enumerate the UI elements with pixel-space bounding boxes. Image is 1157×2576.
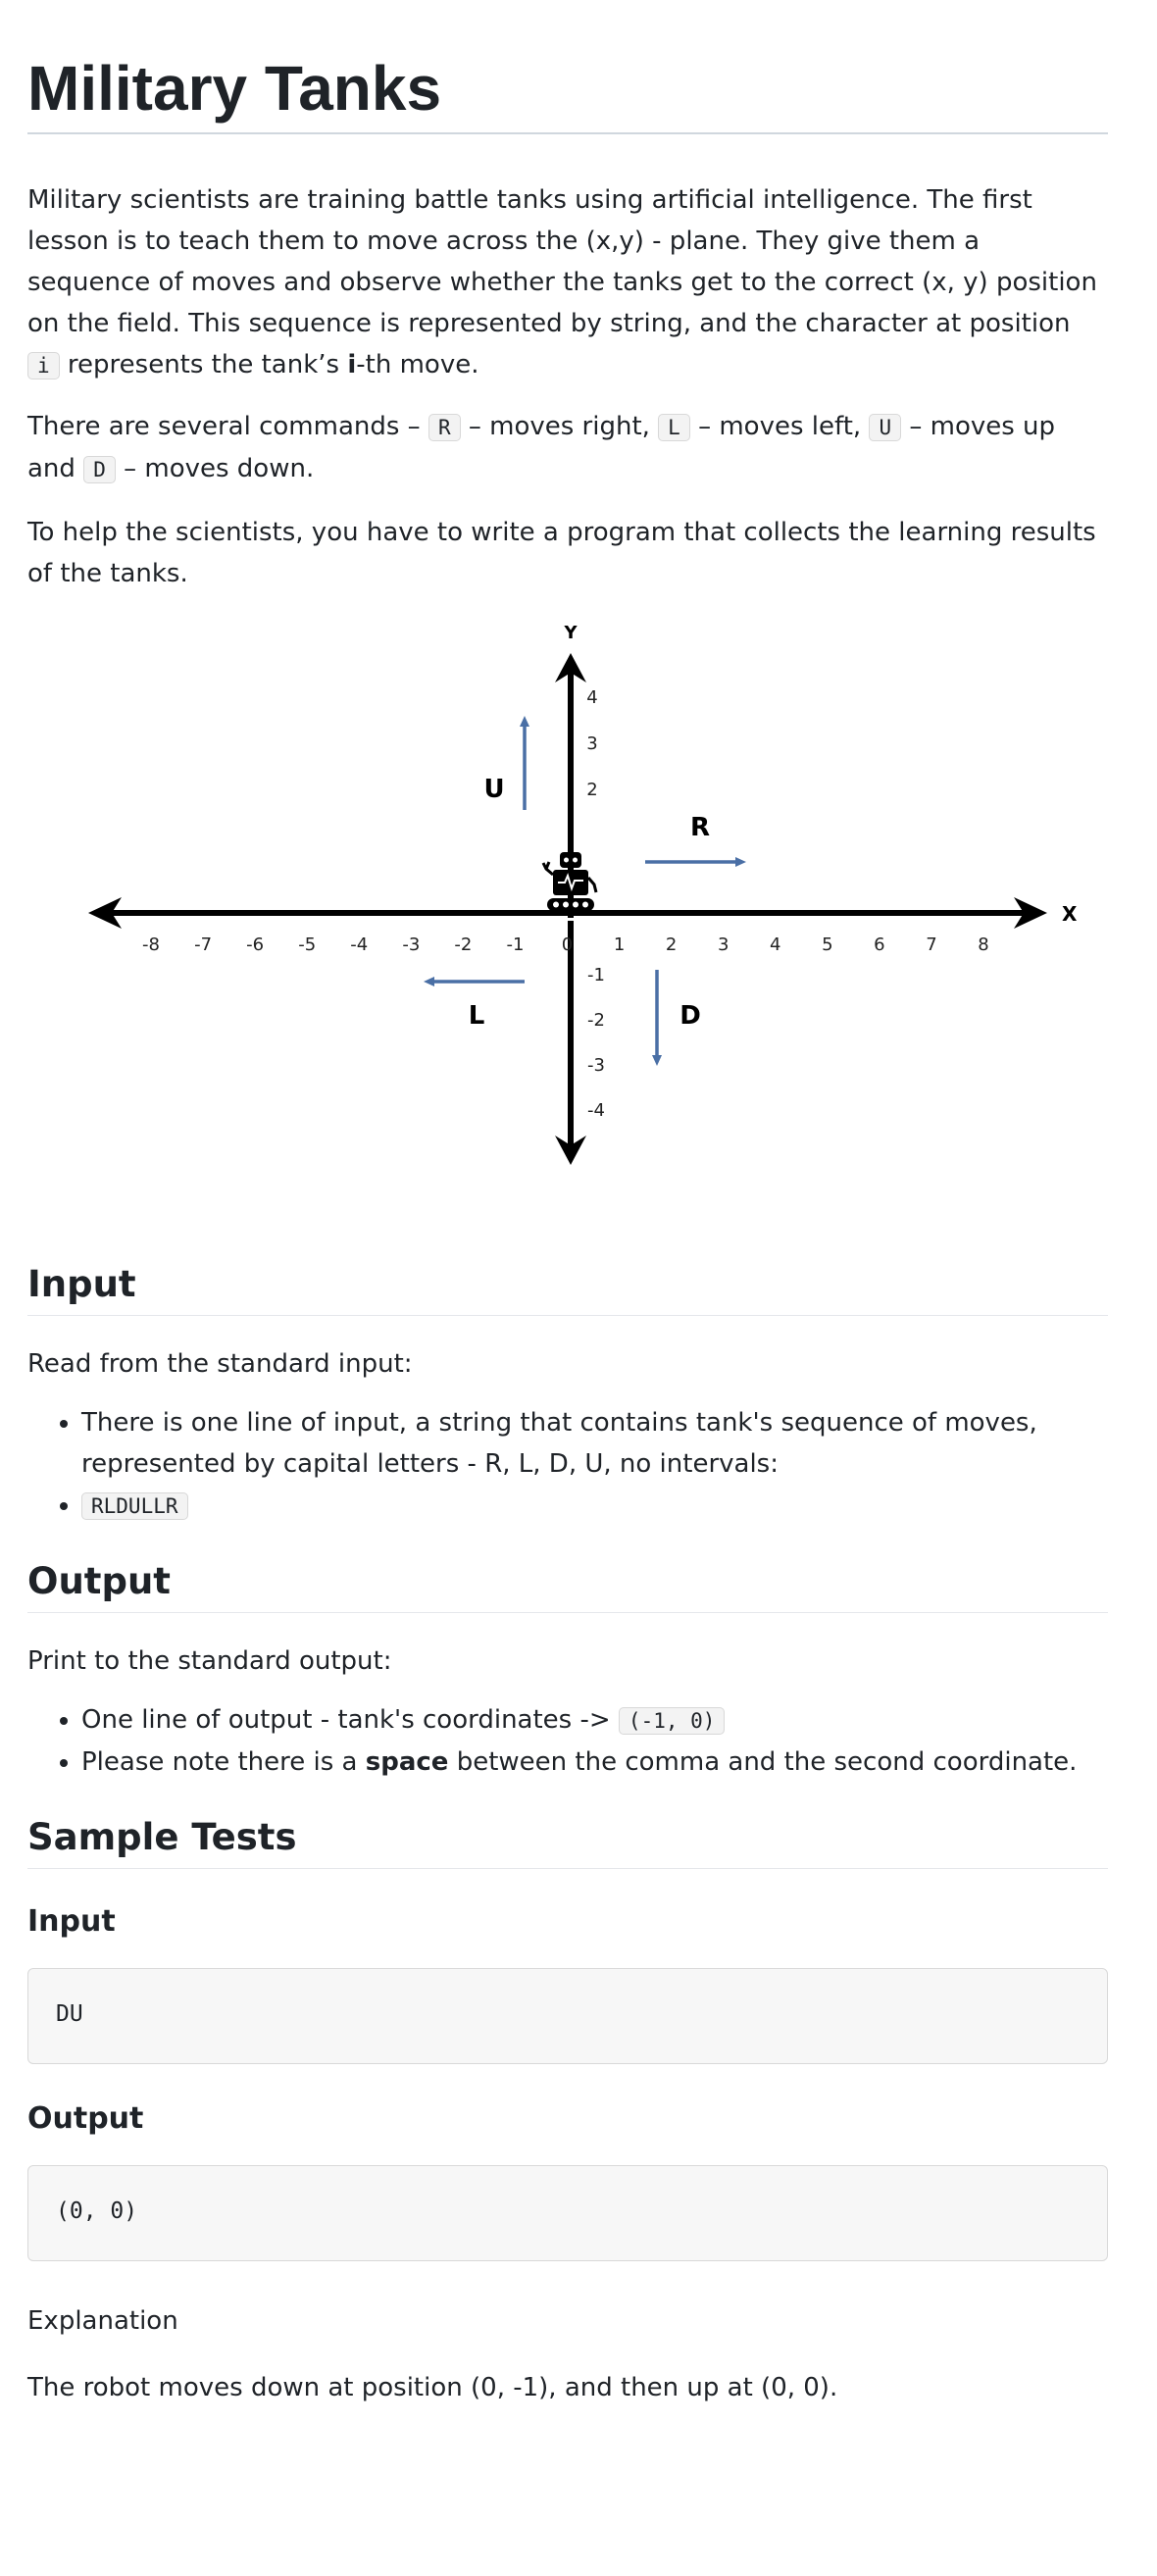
coordinate-plane-diagram bbox=[27, 614, 1108, 1222]
x-tick-label: 2 bbox=[665, 934, 678, 956]
sample-tests-section bbox=[27, 1816, 1108, 2408]
sample-tests-heading: Sample Tests bbox=[27, 1816, 1108, 1869]
x-tick-label: -1 bbox=[506, 934, 525, 956]
x-axis-label: X bbox=[1062, 902, 1078, 927]
x-tick-label: -2 bbox=[454, 934, 473, 956]
down-arrow-label: D bbox=[679, 1001, 701, 1032]
input-bullet-2 bbox=[81, 1485, 1108, 1527]
right-arrow-head bbox=[735, 857, 746, 867]
y-tick-label: 2 bbox=[586, 780, 598, 801]
x-tick-label: 0 bbox=[561, 934, 574, 956]
x-tick-label: 6 bbox=[874, 934, 885, 956]
coordinate-plane-svg bbox=[27, 614, 1108, 1222]
y-tick-label: -4 bbox=[587, 1100, 605, 1122]
sample-output-heading: Output bbox=[27, 2101, 144, 2137]
y-tick-label: 4 bbox=[586, 687, 598, 709]
input-bullet-1: • There is one line of input, a string that contains tank's sequence of moves, represented by capital letters - R, L, D, U, no intervals: bbox=[81, 1402, 1108, 1485]
x-tick-label: 1 bbox=[613, 934, 626, 956]
input-example-code: RLDULLR bbox=[81, 1492, 188, 1520]
up-arrow-head bbox=[520, 716, 529, 727]
sample-input-heading: Input bbox=[27, 1904, 116, 1940]
y-tick-label: -3 bbox=[587, 1055, 605, 1077]
explanation-text: The robot moves down at position (0, -1), and then up at (0, 0). bbox=[27, 2373, 838, 2403]
x-tick-label: -5 bbox=[298, 934, 317, 956]
robot-icon bbox=[543, 842, 596, 921]
x-tick-label: -3 bbox=[402, 934, 421, 956]
output-intro: Print to the standard output: bbox=[27, 1646, 392, 1677]
intro-paragraph-1: Military scientists are training battle tanks using artificial intelligence. The first lesson is to teach them to move across the (x,y) - plane. They give them a sequence of moves and observe whether the tanks get to the correct (x, y) position on the field. This sequence is represented by string, and the character at position i represents the tank’s i-th move. bbox=[27, 185, 1097, 380]
page-title: Military Tanks bbox=[27, 0, 1108, 134]
right-arrow-label: R bbox=[689, 813, 711, 843]
sample-output-block: (0, 0) bbox=[27, 2165, 1108, 2261]
intro-paragraph-3: To help the scientists, you have to write a program that collects the learning results of the tanks. bbox=[27, 518, 1096, 589]
output-example-code: (-1, 0) bbox=[619, 1707, 726, 1735]
y-tick-label: -2 bbox=[587, 1010, 605, 1032]
y-tick-label: -1 bbox=[587, 965, 605, 986]
output-bullet-1: • One line of output - tank's coordinates -> (-1, 0) bbox=[81, 1699, 1108, 1742]
intro-paragraph-2: There are several commands – R – moves right, L – moves left, U – moves up and D – moves down. bbox=[27, 412, 1056, 484]
x-tick-label: -6 bbox=[246, 934, 265, 956]
inline-code-d: D bbox=[83, 456, 116, 483]
inline-code-u: U bbox=[869, 414, 901, 441]
x-tick-label: 3 bbox=[717, 934, 729, 956]
inline-code-l: L bbox=[658, 414, 690, 441]
y-axis-label: Y bbox=[564, 623, 578, 644]
left-arrow-label: L bbox=[468, 1001, 485, 1032]
x-tick-label: -8 bbox=[142, 934, 160, 956]
x-tick-label: -7 bbox=[194, 934, 213, 956]
inline-code-i: i bbox=[27, 352, 60, 379]
input-bullet-list bbox=[27, 1402, 1108, 1527]
explanation-heading: Explanation bbox=[27, 2306, 178, 2337]
output-bullet-list bbox=[27, 1699, 1108, 1783]
left-arrow-head bbox=[424, 977, 434, 986]
output-section bbox=[27, 1560, 1108, 1783]
x-tick-label: 4 bbox=[770, 934, 781, 956]
output-heading: Output bbox=[27, 1560, 1108, 1613]
input-section bbox=[27, 1263, 1108, 1527]
x-tick-labels bbox=[142, 934, 989, 955]
input-heading: Input bbox=[27, 1263, 1108, 1316]
x-tick-label: 8 bbox=[978, 934, 989, 956]
x-tick-label: -4 bbox=[350, 934, 369, 956]
up-arrow-label: U bbox=[483, 775, 505, 805]
x-tick-label: 7 bbox=[926, 934, 937, 956]
y-tick-label: 3 bbox=[586, 733, 598, 755]
sample-input-block: DU bbox=[27, 1968, 1108, 2064]
inline-code-r: R bbox=[428, 414, 461, 441]
down-arrow-head bbox=[652, 1055, 662, 1066]
x-tick-label: 5 bbox=[822, 934, 833, 956]
input-intro: Read from the standard input: bbox=[27, 1349, 413, 1380]
output-bullet-2: • Please note there is a space between the comma and the second coordinate. bbox=[81, 1742, 1108, 1783]
